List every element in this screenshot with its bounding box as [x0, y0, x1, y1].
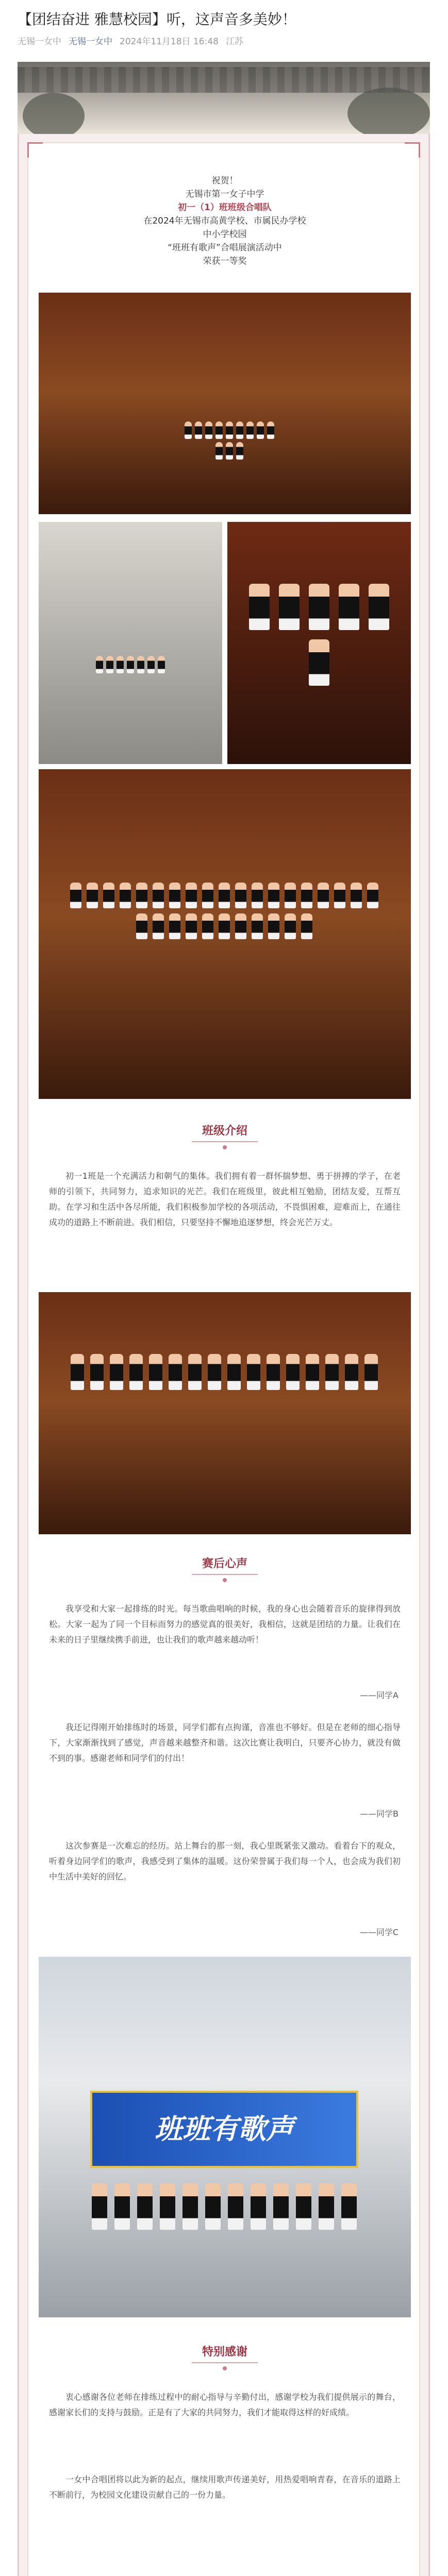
voice-paragraph-2: 我还记得刚开始排练时的场景，同学们都有点拘谨，音准也不够好。但是在老师的细心指导下，大家渐渐找到了感觉，声音越来越整齐和谐。这次比赛让我明白，只要齐心协力，就没有做不到的事。感谢老师和同学们的付出！ [49, 1722, 401, 1763]
article-meta [18, 34, 430, 47]
content-inner [27, 142, 420, 2576]
account-link[interactable]: 无锡一女中 [69, 37, 112, 47]
choir-photo-2 [39, 769, 411, 1099]
class-intro-text: 初一1班是一个充满活力和朝气的集体。我们拥有着一群怀揣梦想、勇于拼搏的学子，在老师的引领下，共同努力，追求知识的光芒。我们在班级里，彼此相互勉励，团结友爱，互帮互助。在学习和生活中各尽所能，我们积极参加学校的各项活动，不畏惧困难，迎难而上，在通往成功的道路上不断前进。我们相信，只要坚持不懈地追逐梦想，终会光芒万丈。 [49, 1171, 401, 1227]
rehearsal-photo [39, 522, 222, 764]
group-photo-outdoor [39, 1957, 411, 2317]
header-banner-image [18, 62, 430, 134]
event-banner: 班班有歌声 [90, 2091, 358, 2168]
section-title-voices: 赛后心声 [28, 1555, 421, 1582]
article-title: 【团结奋进 雅慧校园】听，这声音多美妙！ [18, 11, 296, 28]
article-header [18, 9, 430, 47]
choir-photo-1 [39, 293, 411, 514]
voice-signature-2: ——同学B [360, 1809, 399, 1819]
section-title-class-intro: 班级介绍 [28, 1122, 421, 1149]
publish-date: 2024年11月18日 16:48 [120, 37, 219, 47]
voice-paragraph-1: 我享受和大家一起排练的时光。每当歌曲唱响的时候，我的身心也会随着音乐的旋律得到放松。大家一起为了同一个目标而努力的感觉真的很美好，我相信，这就是团结的力量。让我们在未来的日子里继续携手前进，也让我们的歌声越来越动听！ [49, 1604, 401, 1645]
voice-paragraph-3: 这次参赛是一次难忘的经历。站上舞台的那一刻，我心里既紧张又激动。看着台下的观众，听着身边同学们的歌声，我感受到了集体的温暖。这份荣誉属于我们每一个人，也会成为我们初中生活中美好的回忆。 [49, 1841, 401, 1882]
thanks-paragraph-1: 衷心感谢各位老师在排练过程中的耐心指导与辛勤付出，感谢学校为我们提供展示的舞台，感谢家长们的支持与鼓励。正是有了大家的共同努力，我们才能取得这样的好成绩。 [49, 2392, 401, 2417]
congrats-text: 祝贺！ 无锡市第一女子中学 初一（1）班班级合唱队 在2024年无锡市高黄学校、市属民办学校 中小学校园 “班班有歌声”合唱展演活动中 荣获一等奖 [143, 176, 306, 266]
voice-signature-1: ——同学A [360, 1690, 399, 1700]
location: 江苏 [225, 37, 243, 47]
thanks-paragraph-2: 一女中合唱团将以此为新的起点，继续用歌声传递美好，用热爱唱响青春，在音乐的道路上不断前行，为校园文化建设贡献自己的一份力量。 [49, 2475, 401, 2500]
author: 无锡一女中 [18, 37, 61, 47]
section-title-thanks: 特别感谢 [28, 2343, 421, 2370]
content-card [18, 134, 430, 2576]
voice-signature-3: ——同学C [359, 1927, 399, 1937]
singers-closeup-photo [227, 522, 411, 764]
choir-photo-3 [39, 1292, 411, 1534]
